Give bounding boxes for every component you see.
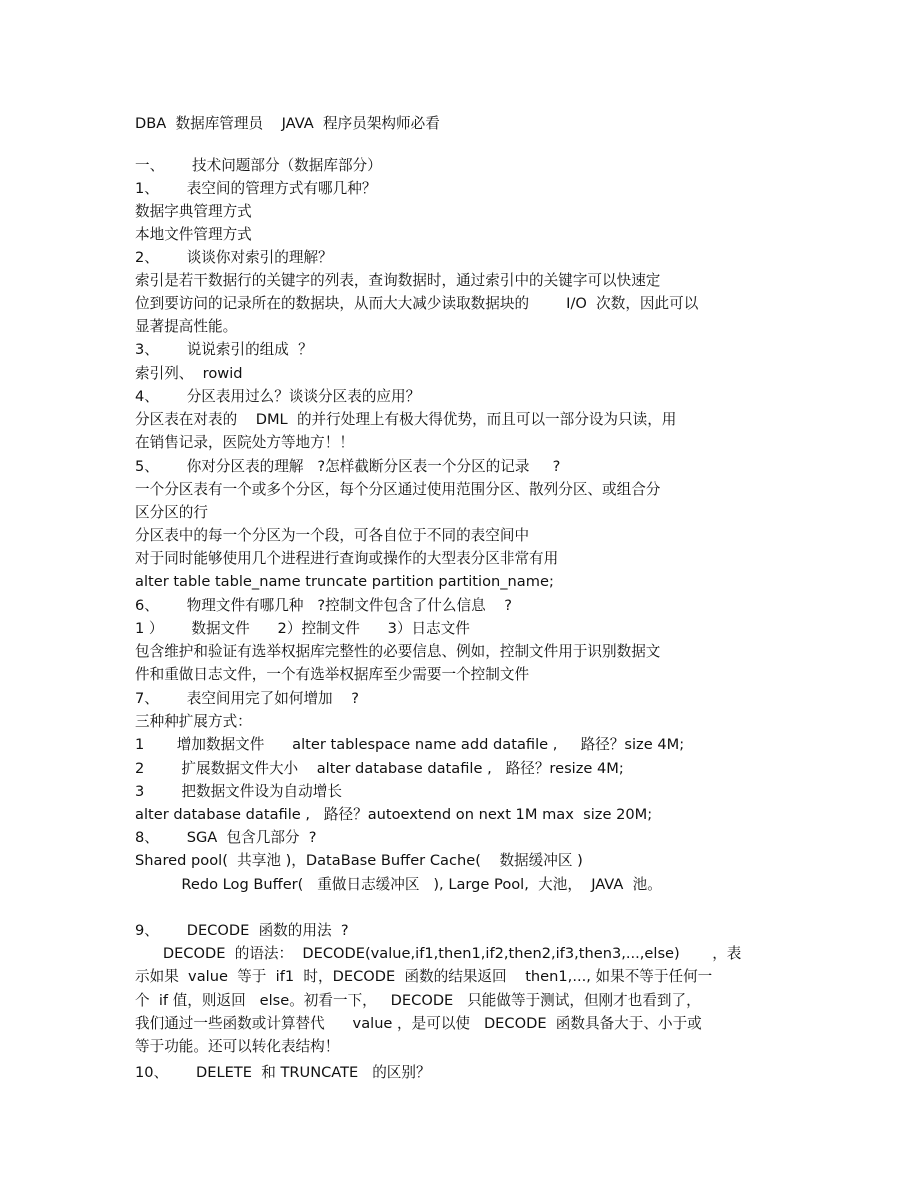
- text-line: DECODE 的语法： DECODE(value,if1,then1,if2,then2,if3,then3,...,else) ，表: [135, 945, 742, 962]
- text-line: 7、 表空间用完了如何增加 ?: [135, 690, 359, 707]
- text-line: 1 增加数据文件 alter tablespace name add datafile , 路径？size 4M;: [135, 736, 685, 753]
- text-line: 5、 你对分区表的理解 ?怎样截断分区表一个分区的记录 ?: [135, 458, 561, 475]
- text-line: 1 ） 数据文件 2）控制文件 3）日志文件: [135, 620, 470, 637]
- text-line: 区分区的行: [135, 504, 208, 521]
- text-line: 6、 物理文件有哪几种 ?控制文件包含了什么信息 ?: [135, 597, 512, 614]
- text-line: 我们通过一些函数或计算替代 value ，是可以使 DECODE 函数具备大于、小于或: [135, 1015, 702, 1032]
- text-line: alter database datafile , 路径？autoextend on next 1M max size 20M;: [135, 806, 653, 823]
- text-line: 9、 DECODE 函数的用法 ?: [135, 922, 349, 939]
- text-line: 1、 表空间的管理方式有哪几种？: [135, 180, 377, 197]
- text-line: 10、 DELETE 和 TRUNCATE 的区别？: [135, 1064, 431, 1081]
- text-line: 2、 谈谈你对索引的理解？: [135, 249, 333, 266]
- text-line: 个 if 值，则返回 else。初看一下， DECODE 只能做等于测试，但刚才也看到了，: [135, 992, 701, 1009]
- text-line: 三种种扩展方式：: [135, 713, 252, 730]
- text-line: 8、 SGA 包含几部分 ?: [135, 829, 317, 846]
- text-line: 数据字典管理方式: [135, 203, 252, 220]
- text-line: Shared pool( 共享池 )，DataBase Buffer Cache( 数据缓冲区 ): [135, 852, 583, 869]
- text-line: 示如果 value 等于 if1 时，DECODE 函数的结果返回 then1,..., 如果不等于任何一: [135, 968, 713, 985]
- text-line: 件和重做日志文件，一个有选举权据库至少需要一个控制文件: [135, 666, 530, 683]
- text-line: 索引是若干数据行的关键字的列表，查询数据时，通过索引中的关键字可以快速定: [135, 272, 661, 289]
- text-line: 一、 技术问题部分（数据库部分）: [135, 157, 382, 174]
- text-line: 对于同时能够使用几个进程进行查询或操作的大型表分区非常有用: [135, 550, 559, 567]
- text-line: 位到要访问的记录所在的数据块，从而大大减少读取数据块的 I/O 次数，因此可以: [135, 295, 699, 312]
- text-line: 索引列、 rowid: [135, 365, 243, 382]
- document-title: DBA 数据库管理员 JAVA 程序员架构师必看: [135, 115, 440, 132]
- text-line: 分区表中的每一个分区为一个段，可各自位于不同的表空间中: [135, 527, 530, 544]
- text-line: 4、 分区表用过么？谈谈分区表的应用？: [135, 388, 421, 405]
- text-line: 分区表在对表的 DML 的并行处理上有极大得优势，而且可以一部分设为只读，用: [135, 411, 677, 428]
- text-line: 一个分区表有一个或多个分区，每个分区通过使用范围分区、散列分区、或组合分: [135, 481, 661, 498]
- text-line: 2 扩展数据文件大小 alter database datafile , 路径？resize 4M;: [135, 760, 624, 777]
- text-line: 3、 说说索引的组成 ？: [135, 341, 313, 358]
- text-line: 本地文件管理方式: [135, 226, 252, 243]
- text-line: Redo Log Buffer( 重做日志缓冲区 ), Large Pool, 大池， JAVA 池。: [135, 876, 662, 893]
- text-line: 在销售记录，医院处方等地方！！: [135, 434, 354, 451]
- text-line: 包含维护和验证有选举权据库完整性的必要信息、例如，控制文件用于识别数据文: [135, 643, 661, 660]
- text-line: alter table table_name truncate partition partition_name;: [135, 573, 554, 590]
- text-line: 3 把数据文件设为自动增长: [135, 783, 342, 800]
- text-line: 显著提高性能。: [135, 318, 238, 335]
- text-line: 等于功能。还可以转化表结构！: [135, 1038, 340, 1055]
- text-line: [135, 896, 800, 919]
